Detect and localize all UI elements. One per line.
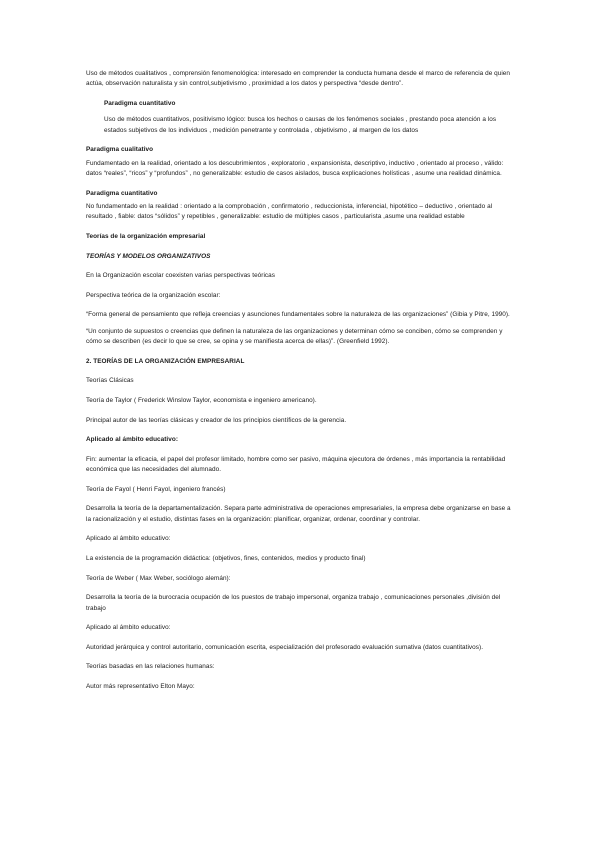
paragraph-quantitative-methods: Uso de métodos cuantitativos, positivismo lógico: busca los hechos o causas de los fenómenos sociales , prestando poca atención a los estados subjetivos de los individuos , medición penetrante y controlada , objetivismo , al margen de los datos	[104, 116, 497, 134]
paragraph-weber-theory: Teoría de Weber ( Max Weber, sociólogo alemán):	[86, 574, 231, 582]
paragraph-coexisting-perspectives: En la Organización escolar coexisten varias perspectivas teóricas	[86, 272, 276, 280]
paragraph-taylor-author: Principal autor de las teorías clásicas y creador de los principios científicos de la gerencia.	[86, 416, 347, 424]
paragraph-fayol-theory: Teoría de Fayol ( Henri Fayol, ingeniero francés)	[86, 485, 226, 493]
quote-gibia-pitre: “Forma general de pensamiento que refleja creencias y asunciones fundamentales sobre la naturaleza de las organizaciones” (Gibia y Pitre, 1990).	[86, 311, 510, 319]
paragraph-theoretical-perspective: Perspectiva teórica de la organización escolar:	[86, 291, 221, 299]
paragraph-fayol-description: Desarrolla la teoría de la departamentalización. Separa parte administrativa de operaciones empresariales, la empresa debe organizarse en base a la racionalización y el estudio, distintas fases en la organización: planificar, organizar, ordenar, coordinar y controlar.	[86, 505, 511, 523]
paragraph-weber-applied: Autoridad jerárquica y control autoritario, comunicación escrita, especialización del profesorado evaluación sumativa (datos cuantitativos).	[86, 643, 484, 651]
paragraph-qualitative-paradigm: Fundamentado en la realidad, orientado a los descubrimientos , exploratorio , expansionista, descriptivo, inductivo , orientado al proceso , válido: datos “reales”, “ricos” y “profundos” , no generalizable: estudio de casos aislados, busca explicaciones holísticas , asume una realidad dinámica.	[86, 159, 504, 178]
paragraph-weber-description: Desarrolla la teoría de la burocracia ocupación de los puestos de trabajo impersonal, organiza trabajo , comunicaciones personales ,división del trabajo	[86, 594, 501, 612]
heading-quantitative-paradigm-indented: Paradigma cuantitativo	[104, 100, 176, 107]
heading-business-organization-theories: 2. TEORÍAS DE LA ORGANIZACIÓN EMPRESARIAL	[86, 357, 245, 365]
paragraph-didactic-programming: La existencia de la programación didáctica: (objetivos, fines, contenidos, medios y producto final)	[86, 554, 366, 562]
paragraph-applied-education-2: Aplicado al ámbito educativo:	[86, 535, 171, 543]
heading-applied-education-1: Aplicado al ámbito educativo:	[86, 436, 178, 444]
heading-organizational-models: TEORÍAS Y MODELOS ORGANIZATIVOS	[86, 252, 211, 260]
paragraph-taylor-theory: Teoría de Taylor ( Frederick Winslow Taylor, economista e ingeniero americano).	[86, 397, 317, 404]
heading-quantitative-paradigm: Paradigma cuantitativo	[86, 189, 158, 197]
paragraph-applied-education-3: Aplicado al ámbito educativo:	[86, 624, 171, 632]
paragraph-qualitative-methods: Uso de métodos cualitativos , comprensión fenomenológica: interesado en comprender la conducta humana desde el marco de referencia de quien actúa, observación naturalista y sin control,subjetivismo , proximidad a los datos y perspectiva “desde dentro”.	[86, 70, 511, 88]
paragraph-elton-mayo: Autor más representativo Elton Mayo:	[86, 682, 195, 690]
quote-greenfield: “Un conjunto de supuestos o creencias que definen la naturaleza de las organizaciones y determinan cómo se conciben, cómo se comprenden y cómo se describen (es decir lo que se cree, se opina y se manifiesta acerca de ellas)”. (Greenfield 1992).	[86, 327, 503, 346]
heading-qualitative-paradigm: Paradigma cualitativo	[86, 146, 154, 154]
paragraph-taylor-applied: Fin: aumentar la eficacia, el papel del profesor limitado, hombre como ser pasivo, máquina ejecutora de órdenes , más importancia la rentabilidad económica que las necesidades del alumnado.	[86, 455, 506, 474]
heading-organization-theories: Teorías de la organización empresarial	[86, 233, 206, 241]
document-body	[86, 69, 516, 702]
paragraph-classical-theories: Teorías Clásicas	[86, 377, 134, 385]
paragraph-quantitative-paradigm: No fundamentado en la realidad : orientado a la comprobación , confirmatorio , reduccionista, inferencial, hipotético – deductivo , orientado al resultado , fiable: datos “sólidos” y repetibles , generalizable: estudio de múltiples casos , particularista ,asume una realidad estable	[86, 203, 493, 221]
paragraph-human-relations: Teorías basadas en las relaciones humanas:	[86, 663, 215, 671]
